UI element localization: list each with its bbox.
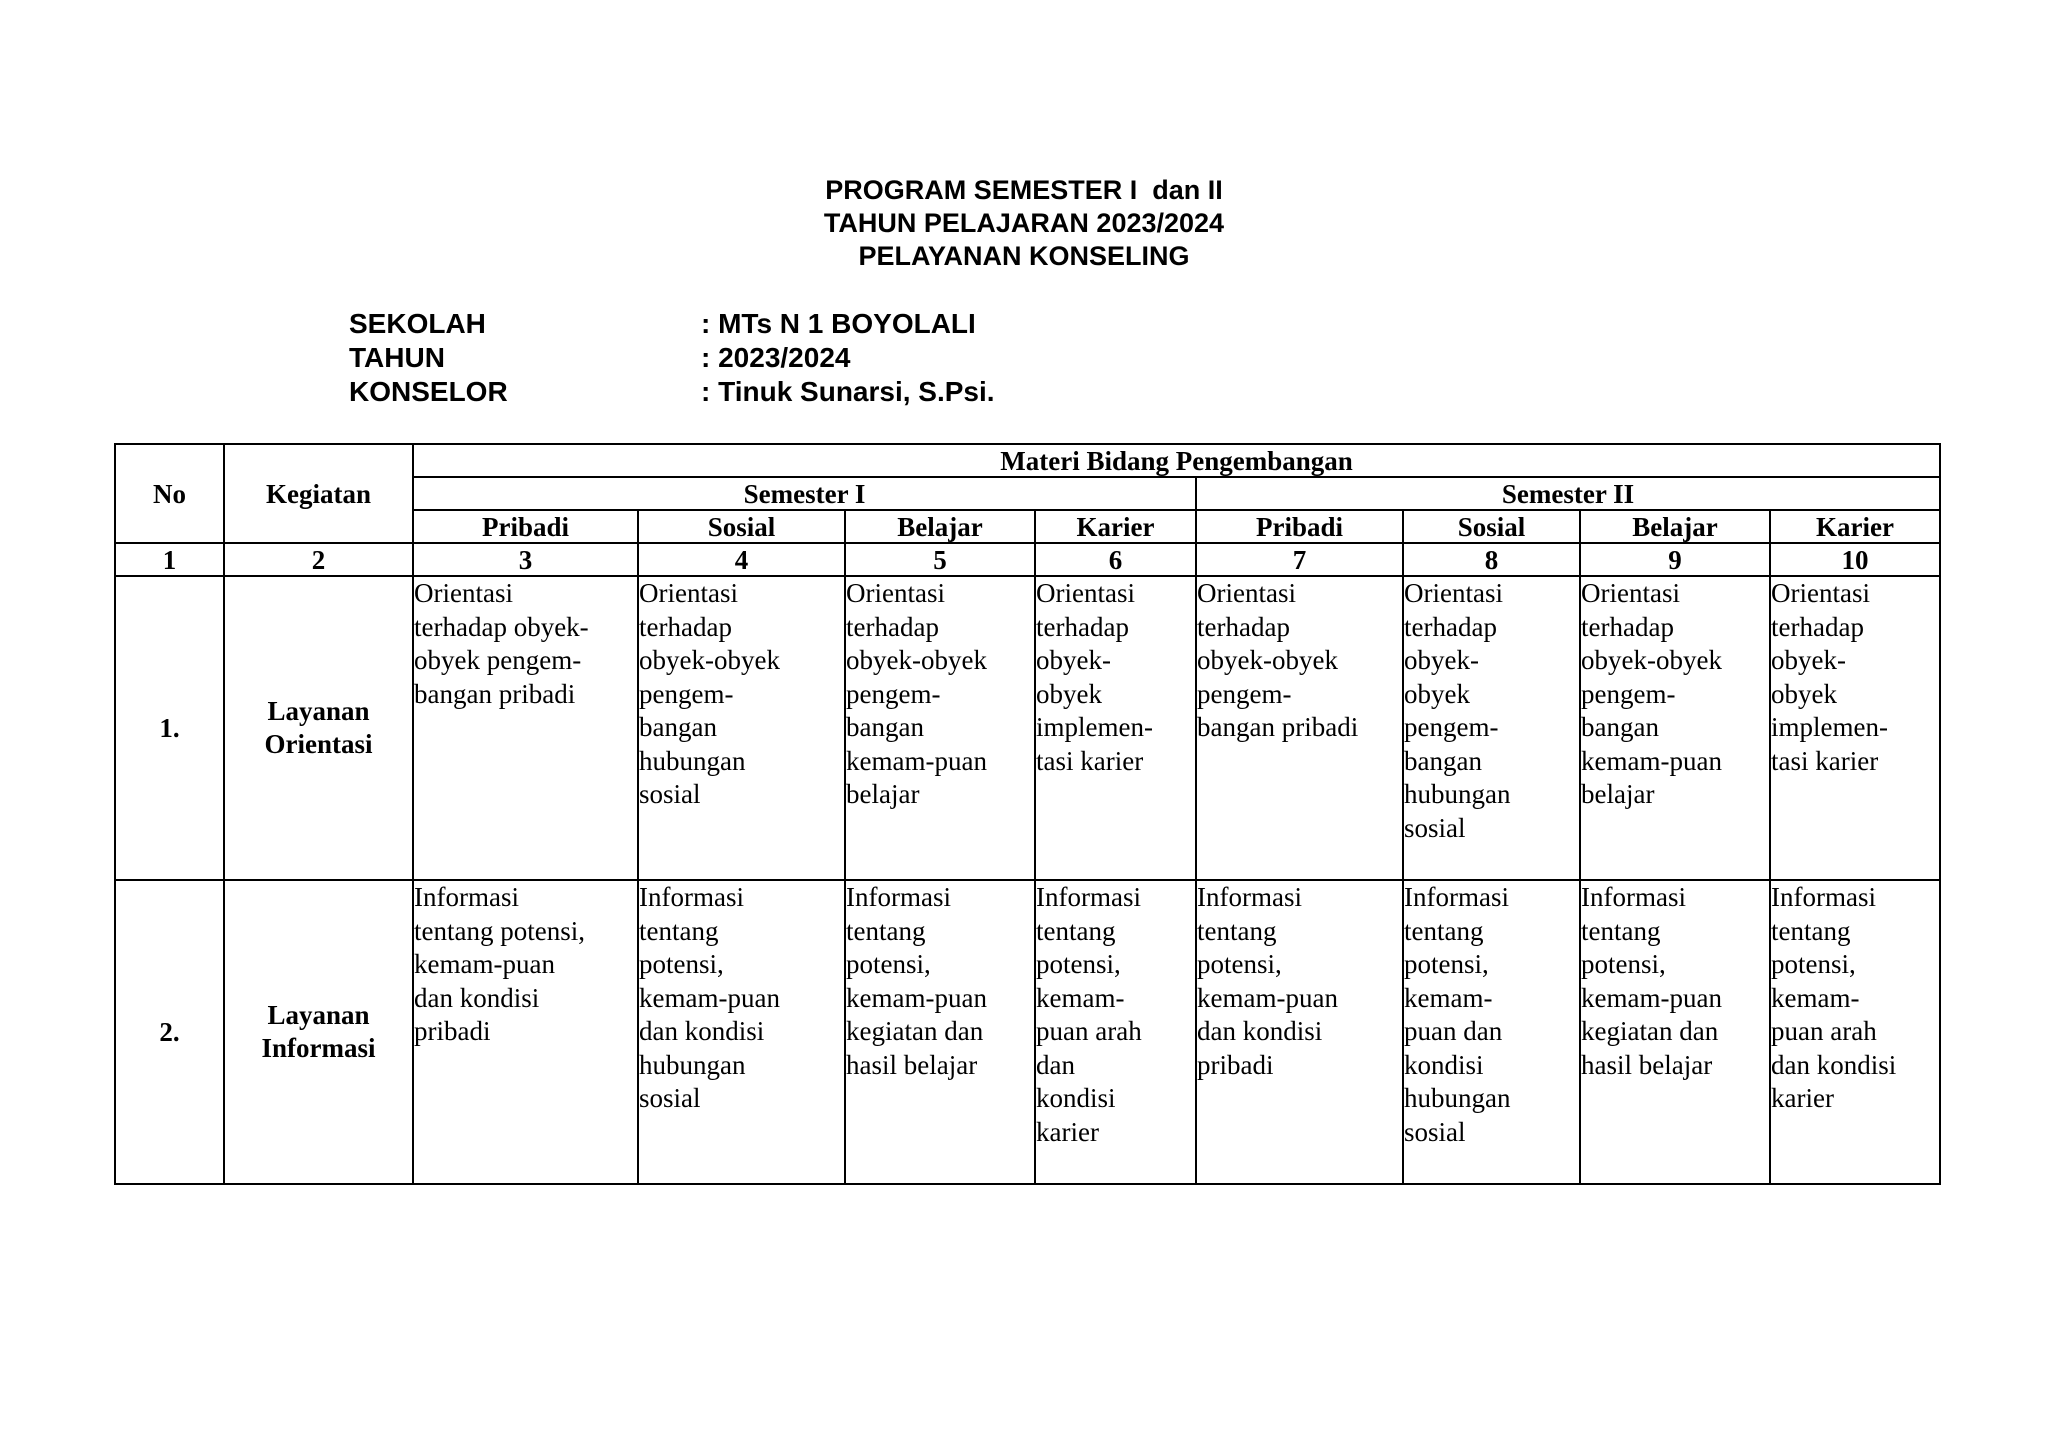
table-cell: Orientasi terhadap obyek-obyek pengem- bangan pribadi: [1196, 576, 1403, 880]
subheader-sosial: Sosial: [1403, 510, 1580, 543]
column-number-row: [115, 543, 1940, 576]
table-cell: Informasi tentang potensi, kemam-puan kegiatan dan hasil belajar: [845, 880, 1035, 1184]
table-cell: Informasi tentang potensi, kemam-puan dan kondisi pribadi: [413, 880, 638, 1184]
row-number: 1.: [115, 576, 224, 880]
meta-row-sekolah: [349, 307, 995, 341]
header-semester-2: Semester II: [1196, 477, 1940, 510]
table-cell: Informasi tentang potensi, kemam- puan dan kondisi hubungan sosial: [1403, 880, 1580, 1184]
column-number: 7: [1196, 543, 1403, 576]
column-number: 8: [1403, 543, 1580, 576]
title-line-2: TAHUN PELAJARAN 2023/2024: [823, 208, 1225, 238]
subheader-karier: Karier: [1035, 510, 1196, 543]
meta-label: KONSELOR: [349, 376, 508, 407]
table-row: [115, 576, 1940, 880]
meta-row-tahun: [349, 341, 995, 375]
column-number: 5: [845, 543, 1035, 576]
column-number: 10: [1770, 543, 1940, 576]
subheader-belajar: Belajar: [1580, 510, 1770, 543]
subheader-karier: Karier: [1770, 510, 1940, 543]
row-kegiatan: Layanan Orientasi: [224, 576, 413, 880]
table-cell: Orientasi terhadap obyek- obyek implemen- tasi karier: [1770, 576, 1940, 880]
meta-label: SEKOLAH: [349, 308, 486, 339]
header-no: No: [115, 444, 224, 543]
table-cell: Orientasi terhadap obyek- obyek implemen- tasi karier: [1035, 576, 1196, 880]
subheader-belajar: Belajar: [845, 510, 1035, 543]
header-materi-bidang: Materi Bidang Pengembangan: [413, 444, 1940, 477]
column-number: 3: [413, 543, 638, 576]
column-number: 1: [115, 543, 224, 576]
table-cell: Orientasi terhadap obyek-obyek pengem- bangan kemam-puan belajar: [1580, 576, 1770, 880]
table-cell: Informasi tentang potensi, kemam- puan arah dan kondisi karier: [1770, 880, 1940, 1184]
subheader-sosial: Sosial: [638, 510, 845, 543]
table-cell: Informasi tentang potensi, kemam-puan dan kondisi hubungan sosial: [638, 880, 845, 1184]
meta-value: : 2023/2024: [701, 342, 851, 373]
meta-value: : Tinuk Sunarsi, S.Psi.: [701, 376, 995, 407]
meta-row-konselor: [349, 375, 995, 409]
subheader-pribadi: Pribadi: [413, 510, 638, 543]
subheader-pribadi: Pribadi: [1196, 510, 1403, 543]
column-number: 9: [1580, 543, 1770, 576]
table-cell: Orientasi terhadap obyek- obyek pengem- bangan hubungan sosial: [1403, 576, 1580, 880]
row-number: 2.: [115, 880, 224, 1184]
table-row: [115, 880, 1940, 1184]
header-semester-1: Semester I: [413, 477, 1196, 510]
table-cell: Orientasi terhadap obyek-obyek pengem- bangan kemam-puan belajar: [845, 576, 1035, 880]
meta-label: TAHUN: [349, 342, 445, 373]
table-cell: Informasi tentang potensi, kemam-puan kegiatan dan hasil belajar: [1580, 880, 1770, 1184]
row-kegiatan: Layanan Informasi: [224, 880, 413, 1184]
header-kegiatan: Kegiatan: [224, 444, 413, 543]
program-table: [114, 443, 1941, 1185]
title-line-1: PROGRAM SEMESTER I dan II: [825, 175, 1223, 205]
column-number: 2: [224, 543, 413, 576]
column-number: 4: [638, 543, 845, 576]
table-cell: Orientasi terhadap obyek- obyek pengem- bangan pribadi: [413, 576, 638, 880]
column-number: 6: [1035, 543, 1196, 576]
table-cell: Informasi tentang potensi, kemam-puan dan kondisi pribadi: [1196, 880, 1403, 1184]
identity-block: [349, 307, 995, 409]
title-line-3: PELAYANAN KONSELING: [858, 241, 1190, 271]
meta-value: : MTs N 1 BOYOLALI: [701, 308, 976, 339]
table-cell: Informasi tentang potensi, kemam- puan arah dan kondisi karier: [1035, 880, 1196, 1184]
document-title: [0, 174, 2048, 273]
table-cell: Orientasi terhadap obyek-obyek pengem- bangan hubungan sosial: [638, 576, 845, 880]
